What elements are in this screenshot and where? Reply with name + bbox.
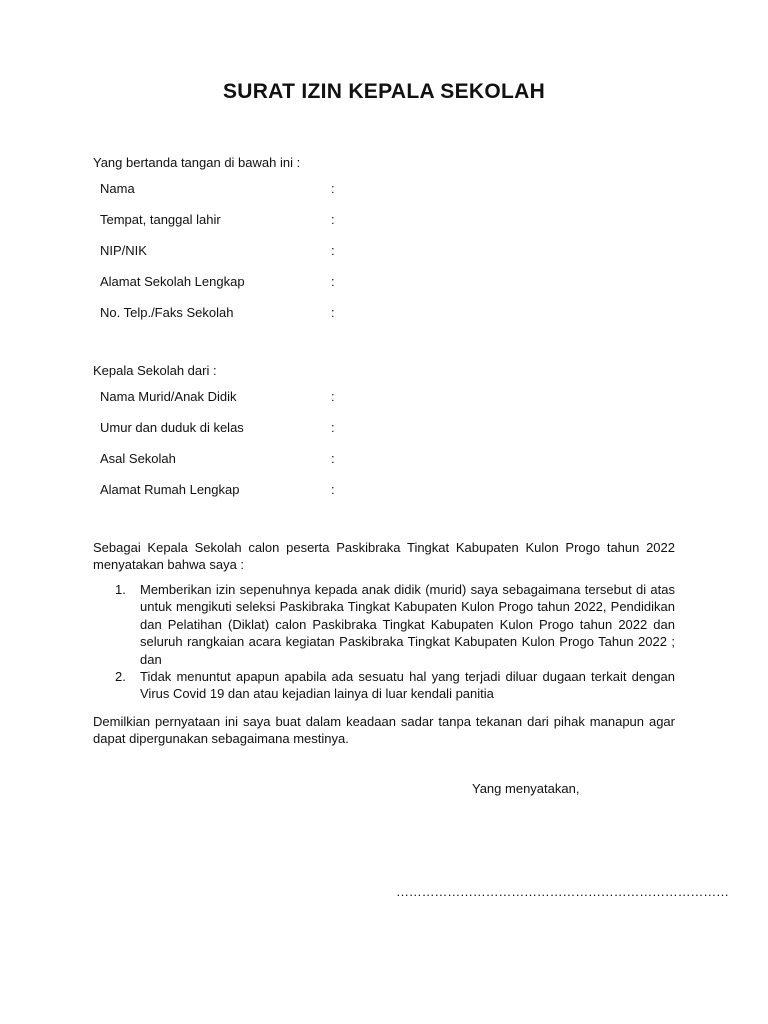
field-label: Alamat Sekolah Lengkap (100, 274, 245, 289)
field-label: Nama Murid/Anak Didik (100, 389, 237, 404)
field-row-alamat-rumah (100, 482, 420, 513)
list-item-text: Tidak menuntut apapun apabila ada sesuatu hal yang terjadi diluar dugaan terkait dengan Virus Covid 19 dan atau kejadian lainya di luar kendali panitia (140, 669, 675, 702)
field-row-alamat-sekolah (100, 274, 420, 305)
field-label: Asal Sekolah (100, 451, 176, 466)
signer-fields (100, 181, 420, 336)
field-colon: : (331, 274, 335, 289)
student-fields (100, 389, 420, 513)
statement-list (115, 581, 675, 703)
field-colon: : (331, 243, 335, 258)
list-item-number: 1. (115, 582, 126, 597)
list-item-text: Memberikan izin sepenuhnya kepada anak didik (murid) saya sebagaimana tersebut di atas untuk mengikuti seleksi Paskibraka Tingkat Kabupaten Kulon Progo tahun 2022, Pendidikan dan Pelatihan (Diklat) calon Paskibraka Tingkat Kabupaten Kulon Progo tahun 2022 dan seluruh rangkaian acara kegiatan Paskibraka Tingkat Kabupaten Kulon Progo Tahun 2022 ; dan (140, 582, 675, 667)
field-row-umur-kelas (100, 420, 420, 451)
field-colon: : (331, 389, 335, 404)
section2-intro: Kepala Sekolah dari : (93, 363, 217, 378)
field-row-nama (100, 181, 420, 212)
document-title: SURAT IZIN KEPALA SEKOLAH (222, 80, 546, 103)
list-item (115, 581, 675, 668)
field-colon: : (331, 181, 335, 196)
field-label: Umur dan duduk di kelas (100, 420, 244, 435)
section1-intro: Yang bertanda tangan di bawah ini : (93, 155, 301, 170)
field-label: NIP/NIK (100, 243, 147, 258)
list-item-number: 2. (115, 669, 126, 685)
field-row-asal-sekolah (100, 451, 420, 482)
field-colon: : (331, 420, 335, 435)
signature-line: …………………………………………………………………… (396, 884, 729, 899)
field-row-tempat-tanggal-lahir (100, 212, 420, 243)
field-label: Nama (100, 181, 135, 196)
signature-label: Yang menyatakan, (472, 781, 580, 796)
field-label: Tempat, tanggal lahir (100, 212, 221, 227)
field-label: Alamat Rumah Lengkap (100, 482, 240, 497)
field-row-nama-murid (100, 389, 420, 420)
field-label: No. Telp./Faks Sekolah (100, 305, 234, 320)
closing-paragraph: Demilkian pernyataan ini saya buat dalam keadaan sadar tanpa tekanan dari pihak manapun agar dapat dipergunakan sebagaimana mestinya. (93, 714, 675, 746)
field-colon: : (331, 305, 335, 320)
field-colon: : (331, 212, 335, 227)
field-colon: : (331, 482, 335, 497)
list-item (115, 668, 675, 703)
field-colon: : (331, 451, 335, 466)
statement-paragraph: Sebagai Kepala Sekolah calon peserta Paskibraka Tingkat Kabupaten Kulon Progo tahun 2022 menyatakan bahwa saya : (93, 540, 675, 572)
field-row-telp-faks (100, 305, 420, 336)
field-row-nip-nik (100, 243, 420, 274)
